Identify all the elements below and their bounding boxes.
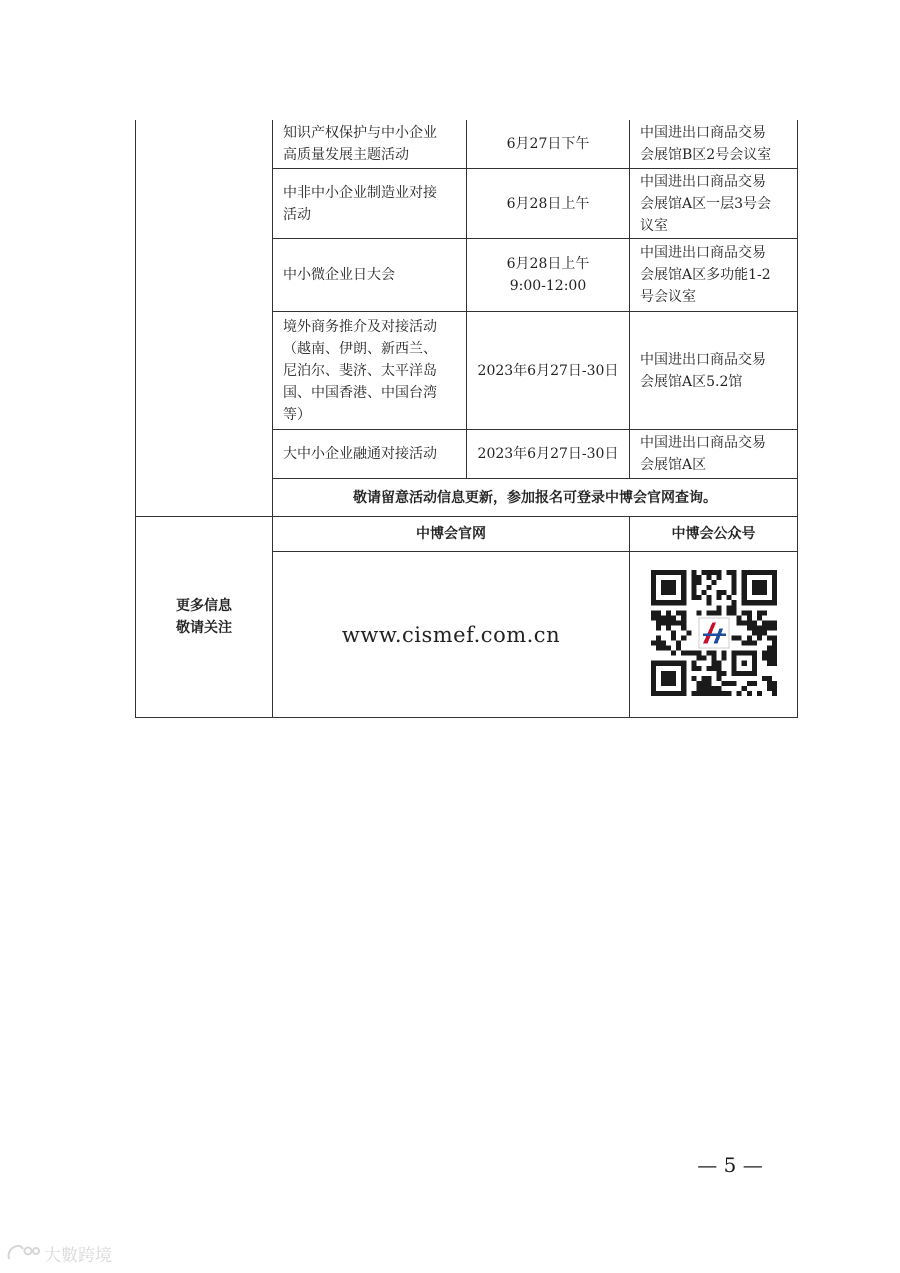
table-border-right <box>797 120 798 718</box>
wechat-qr-code[interactable] <box>651 570 777 696</box>
watermark-text: 大數跨境 <box>44 1245 112 1266</box>
activity-time-5: 2023年6月27日-30日 <box>477 446 619 462</box>
activity-name-1: 知识产权保护与中小企业 高质量发展主题活动 <box>283 125 437 163</box>
notice-text: 敬请留意活动信息更新，参加报名可登录中博会官网查询。 <box>353 489 717 506</box>
activity-venue-2: 中国进出口商品交易 会展馆A区一层3号会 议室 <box>640 173 772 234</box>
website-url-link[interactable]: www.cismef.com.cn <box>341 622 561 647</box>
activity-venue-3: 中国进出口商品交易 会展馆A区多功能1-2 号会议室 <box>640 245 771 305</box>
watermark <box>6 1240 136 1266</box>
activity-name-5: 大中小企业融通对接活动 <box>283 446 437 462</box>
watermark-logo-icon <box>6 1243 40 1263</box>
website-header: 中博会官网 <box>416 526 486 542</box>
activity-name-2: 中非中小企业制造业对接 活动 <box>283 184 437 223</box>
more-info-label: 更多信息 敬请关注 <box>176 598 232 636</box>
activity-name-3: 中小微企业日大会 <box>283 267 395 283</box>
cismef-logo-icon <box>699 618 729 648</box>
activity-time-1: 6月27日下午 <box>506 136 590 152</box>
activity-time-3: 6月28日上午 9:00-12:00 <box>506 256 590 294</box>
activity-venue-4: 中国进出口商品交易 会展馆A区5.2馆 <box>640 351 766 390</box>
activity-time-2: 6月28日上午 <box>506 195 590 212</box>
activity-venue-5: 中国进出口商品交易 会展馆A区 <box>640 435 766 473</box>
table-border-bottom <box>135 717 798 718</box>
activity-name-4: 境外商务推介及对接活动 （越南、伊朗、新西兰、 尼泊尔、斐济、太平洋岛 国、中国香港、中国台湾 等） <box>283 318 437 423</box>
page-number: — 5 — <box>697 1153 763 1177</box>
wechat-header: 中博会公众号 <box>671 526 756 542</box>
activity-time-4: 2023年6月27日-30日 <box>477 362 619 379</box>
activity-venue-1: 中国进出口商品交易 会展馆B区2号会议室 <box>640 125 772 163</box>
